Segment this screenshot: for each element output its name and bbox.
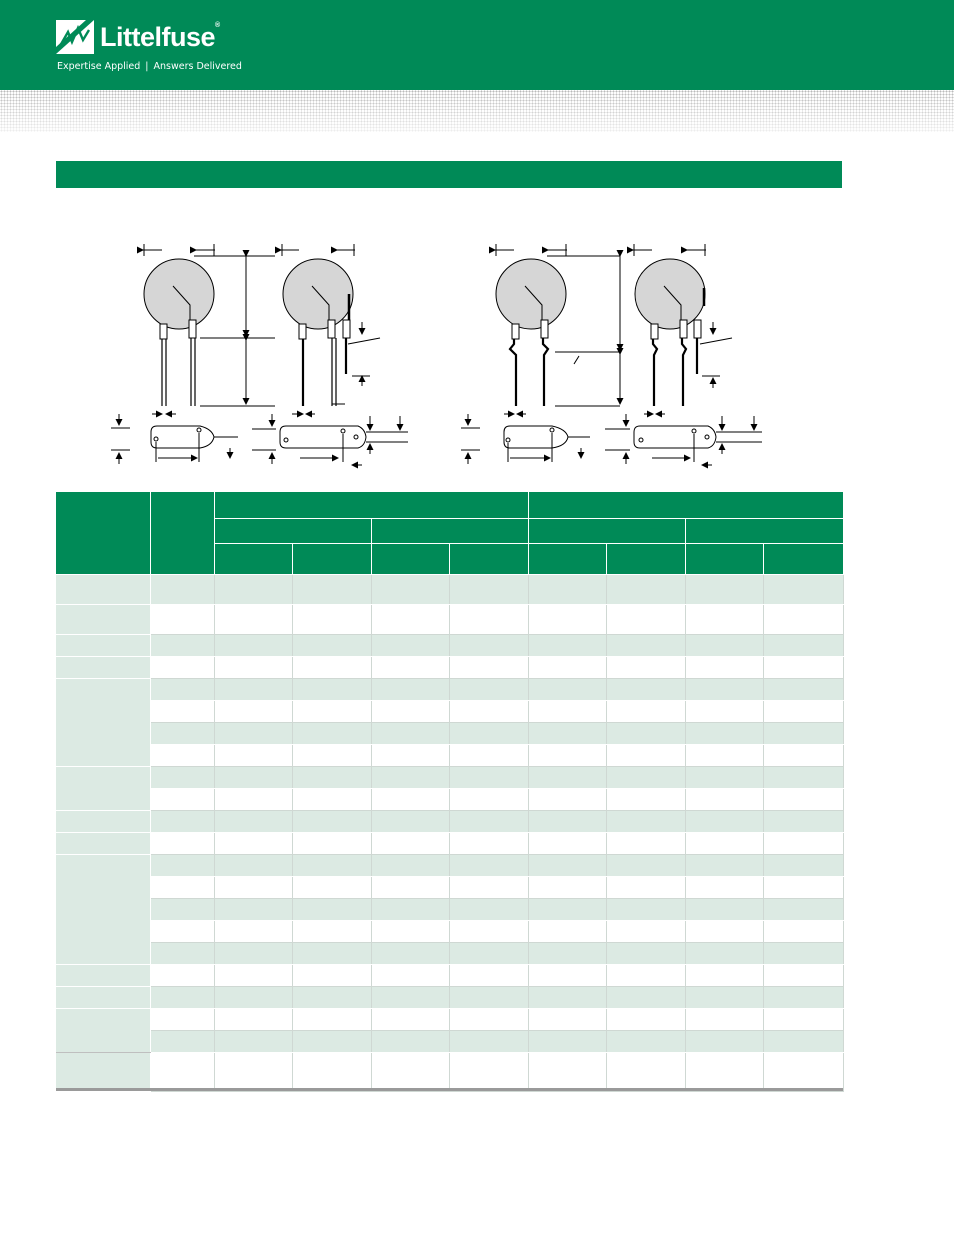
header-cell <box>214 543 292 574</box>
table-row <box>56 920 843 942</box>
table-header <box>56 492 843 574</box>
table-cell <box>371 920 449 942</box>
table-cell <box>371 854 449 876</box>
row-label-cell <box>56 678 150 766</box>
table-cell <box>292 854 371 876</box>
row-sub-cell <box>150 634 214 656</box>
table-cell <box>449 986 528 1008</box>
table-row <box>56 744 843 766</box>
table-cell <box>763 574 843 604</box>
header-group <box>214 492 528 518</box>
table-cell <box>763 604 843 634</box>
dimension-diagram <box>100 236 780 470</box>
table-cell <box>763 964 843 986</box>
table-cell <box>528 722 606 744</box>
table-cell <box>449 656 528 678</box>
table-cell <box>763 942 843 964</box>
header-cell <box>685 543 763 574</box>
table-cell <box>606 920 685 942</box>
table-cell <box>606 1030 685 1052</box>
table-cell <box>528 604 606 634</box>
table-cell <box>685 876 763 898</box>
table-cell <box>685 574 763 604</box>
table-cell <box>214 964 292 986</box>
table-cell <box>214 876 292 898</box>
table-cell <box>449 1030 528 1052</box>
dimensions-table <box>56 492 844 1092</box>
device-kinked-leads-2 <box>633 244 732 414</box>
table-cell <box>763 920 843 942</box>
table-cell <box>371 678 449 700</box>
header-subgroup <box>214 518 371 543</box>
table-cell <box>763 678 843 700</box>
row-sub-cell <box>150 876 214 898</box>
table-cell <box>763 898 843 920</box>
table-row <box>56 604 843 634</box>
side-profile-4 <box>605 414 762 465</box>
table-cell <box>685 832 763 854</box>
table-cell <box>449 942 528 964</box>
row-sub-cell <box>150 920 214 942</box>
brand-logo <box>56 20 220 54</box>
row-label-cell <box>56 634 150 656</box>
table-cell <box>685 986 763 1008</box>
table-cell <box>685 766 763 788</box>
row-sub-cell <box>150 986 214 1008</box>
table-cell <box>371 744 449 766</box>
table-cell <box>214 722 292 744</box>
table-cell <box>606 1008 685 1030</box>
table-row <box>56 766 843 788</box>
table-cell <box>371 766 449 788</box>
page-header <box>0 0 954 90</box>
table-cell <box>371 656 449 678</box>
table-cell <box>292 678 371 700</box>
table-cell <box>371 634 449 656</box>
table-cell <box>606 1052 685 1091</box>
header-subgroup <box>371 518 528 543</box>
table-cell <box>685 1052 763 1091</box>
device-straight-leads-2 <box>281 244 380 414</box>
row-sub-cell <box>150 1052 214 1091</box>
table-cell <box>214 1052 292 1091</box>
table-cell <box>292 810 371 832</box>
table-cell <box>763 810 843 832</box>
row-sub-cell <box>150 854 214 876</box>
table-cell <box>606 634 685 656</box>
table-cell <box>371 788 449 810</box>
table-cell <box>292 1052 371 1091</box>
table-cell <box>449 832 528 854</box>
table-cell <box>606 604 685 634</box>
row-sub-cell <box>150 766 214 788</box>
table-cell <box>449 574 528 604</box>
table-cell <box>528 854 606 876</box>
table-cell <box>528 744 606 766</box>
table-cell <box>528 986 606 1008</box>
row-label-cell <box>56 1008 150 1052</box>
device-straight-leads-1 <box>143 244 275 414</box>
table-cell <box>371 942 449 964</box>
table-row <box>56 876 843 898</box>
table-cell <box>685 656 763 678</box>
table-cell <box>292 986 371 1008</box>
table-cell <box>371 832 449 854</box>
table-row <box>56 574 843 604</box>
table-cell <box>528 788 606 810</box>
table-cell <box>685 854 763 876</box>
table-cell <box>292 964 371 986</box>
table-cell <box>528 574 606 604</box>
table-cell <box>606 678 685 700</box>
table-cell <box>606 986 685 1008</box>
table-cell <box>763 700 843 722</box>
table-cell <box>763 986 843 1008</box>
row-sub-cell <box>150 574 214 604</box>
table-cell <box>371 898 449 920</box>
table-cell <box>371 810 449 832</box>
header-group <box>528 492 843 518</box>
row-sub-cell <box>150 964 214 986</box>
table-cell <box>292 766 371 788</box>
table-cell <box>606 964 685 986</box>
table-cell <box>371 876 449 898</box>
table-row <box>56 810 843 832</box>
table-cell <box>292 788 371 810</box>
table-cell <box>292 832 371 854</box>
table-cell <box>292 634 371 656</box>
table-cell <box>292 898 371 920</box>
table-cell <box>685 604 763 634</box>
table-cell <box>449 604 528 634</box>
table-cell <box>763 876 843 898</box>
row-sub-cell <box>150 810 214 832</box>
table-cell <box>449 788 528 810</box>
header-cell <box>528 543 606 574</box>
table-cell <box>371 574 449 604</box>
table-cell <box>528 700 606 722</box>
device-kinked-leads-1 <box>495 244 620 414</box>
table-cell <box>214 832 292 854</box>
table-cell <box>763 634 843 656</box>
table-cell <box>371 700 449 722</box>
table-cell <box>685 634 763 656</box>
table-cell <box>449 700 528 722</box>
table-cell <box>449 766 528 788</box>
table-row <box>56 1008 843 1030</box>
table-cell <box>763 744 843 766</box>
table-cell <box>528 832 606 854</box>
table-cell <box>449 876 528 898</box>
table-row <box>56 722 843 744</box>
table-cell <box>214 810 292 832</box>
table-cell <box>528 920 606 942</box>
table-cell <box>449 678 528 700</box>
table-row <box>56 656 843 678</box>
table-cell <box>214 574 292 604</box>
table-cell <box>528 678 606 700</box>
table-cell <box>449 854 528 876</box>
table-row <box>56 898 843 920</box>
table-cell <box>214 986 292 1008</box>
table-cell <box>292 722 371 744</box>
table-cell <box>214 634 292 656</box>
table-cell <box>528 1030 606 1052</box>
table-cell <box>449 1052 528 1091</box>
table-cell <box>685 722 763 744</box>
table-cell <box>214 744 292 766</box>
table-cell <box>606 810 685 832</box>
table-cell <box>292 574 371 604</box>
row-sub-cell <box>150 604 214 634</box>
table-cell <box>528 964 606 986</box>
header-cell <box>449 543 528 574</box>
table-cell <box>685 788 763 810</box>
table-cell <box>685 1030 763 1052</box>
header-cell <box>56 492 150 574</box>
table-cell <box>763 722 843 744</box>
table-cell <box>528 898 606 920</box>
table-cell <box>214 656 292 678</box>
table-cell <box>449 810 528 832</box>
table-row <box>56 1052 843 1091</box>
table-cell <box>449 634 528 656</box>
littelfuse-logo-icon <box>56 20 94 54</box>
table-cell <box>371 1030 449 1052</box>
table-row <box>56 1030 843 1052</box>
side-profile-3 <box>461 414 590 464</box>
table-cell <box>763 766 843 788</box>
table-cell <box>214 942 292 964</box>
row-sub-cell <box>150 1030 214 1052</box>
table-cell <box>371 986 449 1008</box>
table-cell <box>685 744 763 766</box>
table-bottom-rule <box>56 1088 843 1091</box>
row-label-cell <box>56 604 150 634</box>
table-cell <box>528 810 606 832</box>
brand-name: Littelfuse® <box>100 21 220 52</box>
table-cell <box>606 832 685 854</box>
table-cell <box>214 1008 292 1030</box>
table-cell <box>528 876 606 898</box>
side-profile-1 <box>111 414 238 464</box>
table-cell <box>528 1052 606 1091</box>
table-cell <box>606 574 685 604</box>
table-cell <box>685 964 763 986</box>
row-sub-cell <box>150 722 214 744</box>
table-cell <box>449 964 528 986</box>
table-cell <box>214 700 292 722</box>
table-cell <box>292 920 371 942</box>
table-cell <box>292 1008 371 1030</box>
table-row <box>56 942 843 964</box>
table-cell <box>685 700 763 722</box>
table-cell <box>606 854 685 876</box>
table-row <box>56 788 843 810</box>
table-cell <box>763 1008 843 1030</box>
dot-pattern-band <box>0 90 954 132</box>
table-row <box>56 832 843 854</box>
table-cell <box>292 744 371 766</box>
table-cell <box>528 634 606 656</box>
table-cell <box>763 1052 843 1091</box>
table-cell <box>292 604 371 634</box>
table-cell <box>685 898 763 920</box>
table-cell <box>292 656 371 678</box>
row-sub-cell <box>150 700 214 722</box>
table-cell <box>371 722 449 744</box>
table-cell <box>606 766 685 788</box>
table-cell <box>528 766 606 788</box>
header-cell <box>371 543 449 574</box>
table-body <box>56 574 843 1091</box>
row-label-cell <box>56 986 150 1008</box>
row-label-cell <box>56 832 150 854</box>
header-subgroup <box>528 518 685 543</box>
row-label-cell <box>56 766 150 810</box>
row-sub-cell <box>150 744 214 766</box>
table-cell <box>606 788 685 810</box>
table-cell <box>449 1008 528 1030</box>
table-cell <box>763 1030 843 1052</box>
table-cell <box>606 700 685 722</box>
table-row <box>56 964 843 986</box>
header-cell <box>150 492 214 574</box>
table-cell <box>528 1008 606 1030</box>
table-cell <box>214 678 292 700</box>
table-row <box>56 634 843 656</box>
table-row <box>56 986 843 1008</box>
row-sub-cell <box>150 1008 214 1030</box>
header-subgroup <box>685 518 843 543</box>
row-label-cell <box>56 656 150 678</box>
table-cell <box>292 876 371 898</box>
row-sub-cell <box>150 832 214 854</box>
table-cell <box>214 854 292 876</box>
table-cell <box>214 1030 292 1052</box>
section-title-bar <box>56 161 842 188</box>
row-sub-cell <box>150 942 214 964</box>
table-cell <box>606 942 685 964</box>
table-cell <box>371 964 449 986</box>
row-sub-cell <box>150 678 214 700</box>
table-cell <box>763 854 843 876</box>
row-label-cell <box>56 964 150 986</box>
table-cell <box>763 656 843 678</box>
table-cell <box>606 898 685 920</box>
table-cell <box>763 788 843 810</box>
row-label-cell <box>56 854 150 964</box>
table-cell <box>685 920 763 942</box>
table-cell <box>292 1030 371 1052</box>
row-label-cell <box>56 574 150 604</box>
header-cell <box>292 543 371 574</box>
table-cell <box>371 604 449 634</box>
table-cell <box>449 722 528 744</box>
table-cell <box>214 920 292 942</box>
table-row <box>56 854 843 876</box>
table-cell <box>685 942 763 964</box>
row-sub-cell <box>150 656 214 678</box>
table-cell <box>292 700 371 722</box>
table-cell <box>606 744 685 766</box>
brand-tagline: Expertise Applied | Answers Delivered <box>57 61 242 72</box>
table-cell <box>371 1008 449 1030</box>
table-cell <box>292 942 371 964</box>
table-cell <box>449 744 528 766</box>
table-cell <box>606 876 685 898</box>
table-cell <box>214 766 292 788</box>
table-row <box>56 700 843 722</box>
header-cell <box>606 543 685 574</box>
table-cell <box>214 788 292 810</box>
table-row <box>56 678 843 700</box>
table-cell <box>214 898 292 920</box>
row-sub-cell <box>150 788 214 810</box>
header-cell <box>763 543 843 574</box>
table-cell <box>763 832 843 854</box>
table-cell <box>606 722 685 744</box>
row-label-cell <box>56 1052 150 1091</box>
table-cell <box>214 604 292 634</box>
table-cell <box>685 1008 763 1030</box>
table-cell <box>449 920 528 942</box>
table-cell <box>606 656 685 678</box>
table-cell <box>528 656 606 678</box>
row-label-cell <box>56 810 150 832</box>
table-cell <box>685 810 763 832</box>
side-profile-2 <box>252 414 408 465</box>
table-cell <box>528 942 606 964</box>
row-sub-cell <box>150 898 214 920</box>
table-cell <box>371 1052 449 1091</box>
table-cell <box>449 898 528 920</box>
table-cell <box>685 678 763 700</box>
